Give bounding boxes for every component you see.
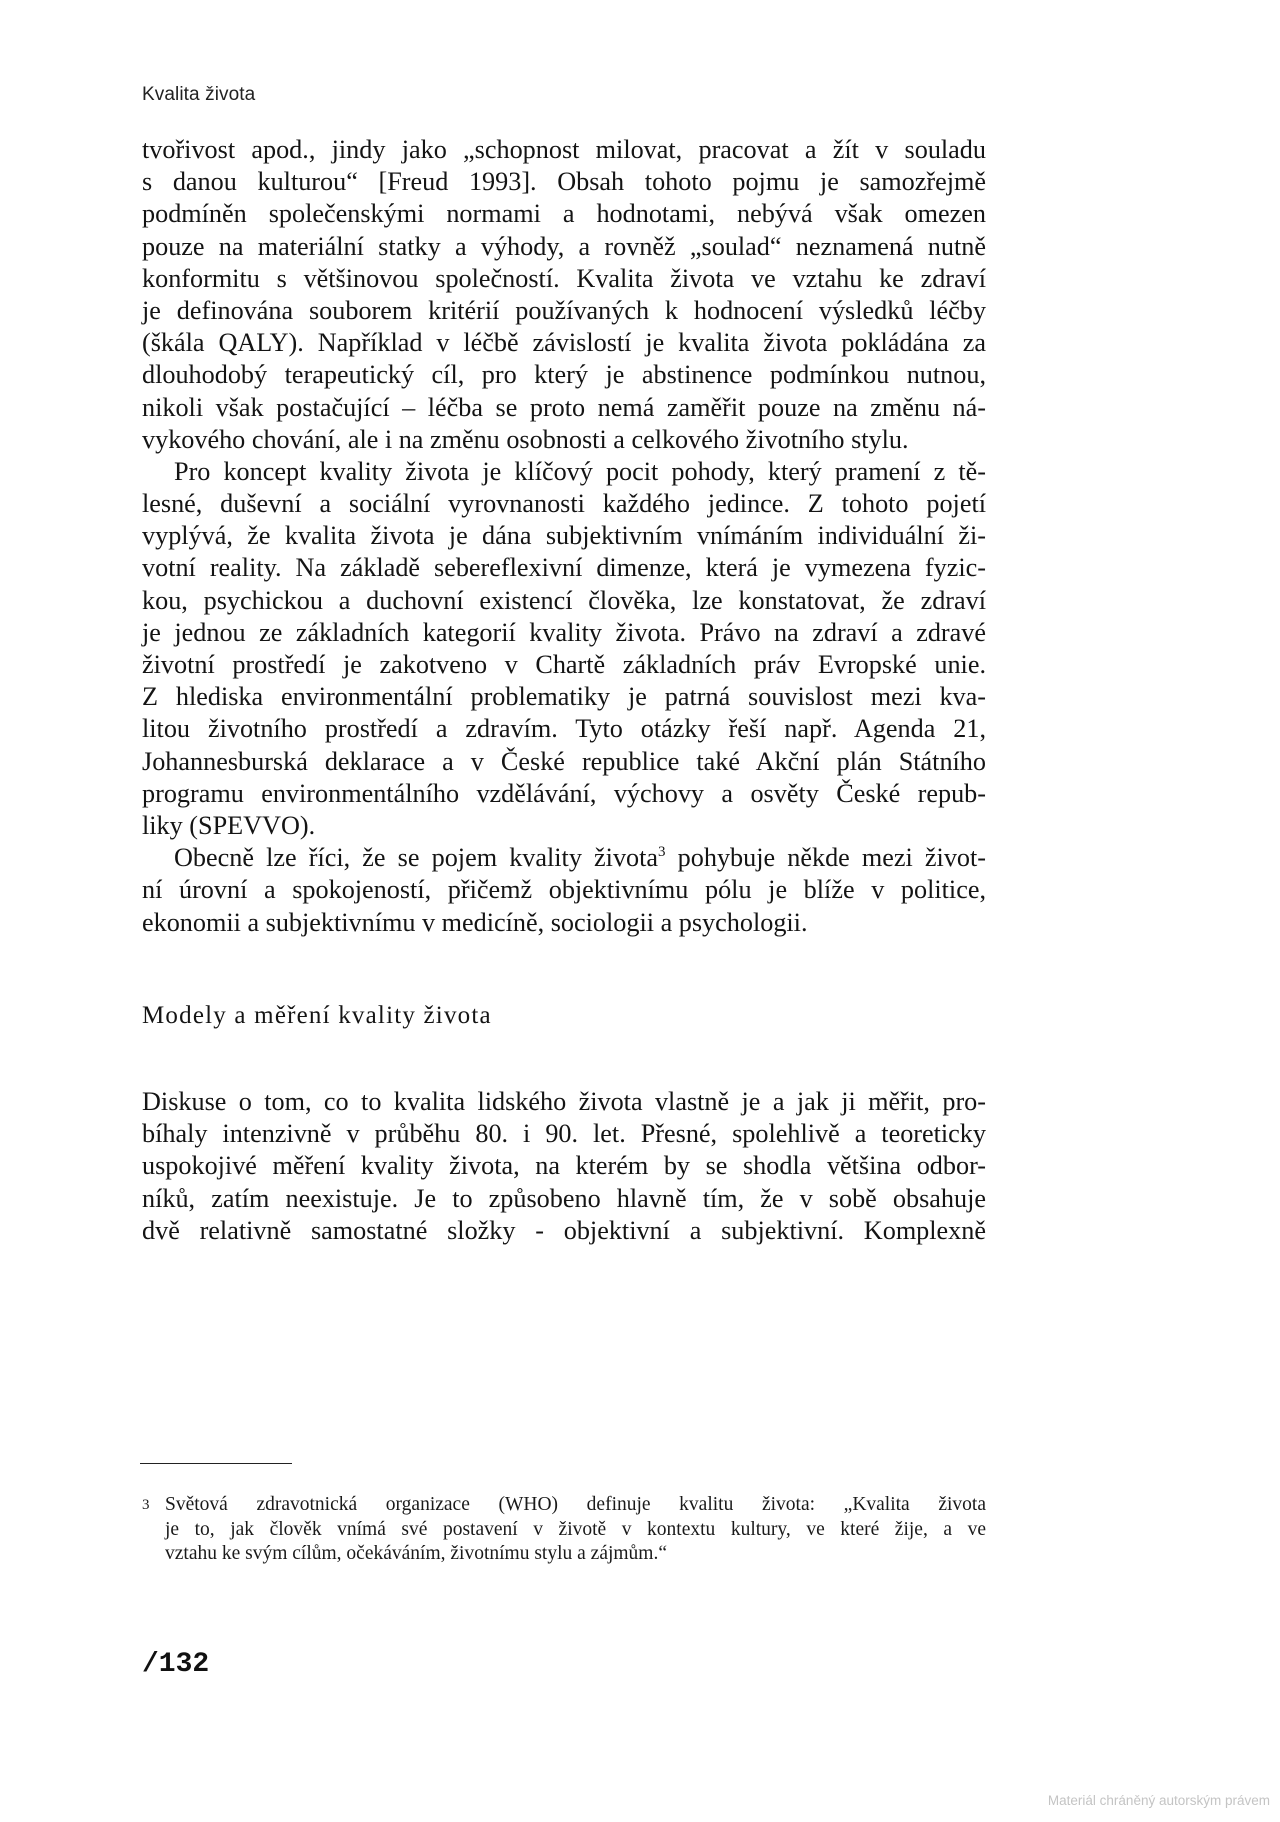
- text-line: ekonomii a subjektivnímu v medicíně, sociologii a psychologii.: [142, 907, 808, 937]
- text-line: kou, psychickou a duchovní existencí člověka, lze konstatovat, že zdraví: [142, 585, 986, 615]
- footnote-text: [165, 1493, 986, 1567]
- text-line: [142, 842, 986, 874]
- text-line: vyplývá, že kvalita života je dána subjektivním vnímáním individuální ži-: [142, 521, 986, 551]
- text-line: litou životního prostředí a zdravím. Tyto otázky řeší např. Agenda 21,: [142, 714, 986, 744]
- footnote-line: je to, jak člověk vnímá své postavení v životě v kontextu kultury, ve které žije, a ve: [165, 1518, 986, 1540]
- text-line: vykového chování, ale i na změnu osobnosti a celkového životního stylu.: [142, 424, 909, 454]
- text-line: Pro koncept kvality života je klíčový pocit pohody, který pramení z tě-: [174, 456, 986, 486]
- text-line: je definována souborem kritérií používaných k hodnocení výsledků léčby: [142, 295, 986, 325]
- footnote-number: 3: [142, 1497, 150, 1513]
- text-line: ní úrovní a spokojeností, přičemž objektivnímu pólu je blíže v politice,: [142, 875, 986, 905]
- text-line: podmíněn společenskými normami a hodnotami, nebývá však omezen: [142, 199, 986, 229]
- running-head: Kvalita života: [142, 84, 256, 105]
- section-heading: Modely a měření kvality života: [142, 1002, 492, 1029]
- text-line: pouze na materiální statky a výhody, a rovněž „soulad“ neznamená nutně: [142, 231, 986, 261]
- text-line: Diskuse o tom, co to kvalita lidského života vlastně je a jak ji měřit, pro-: [142, 1087, 986, 1116]
- text-line: programu environmentálního vzdělávání, výchovy a osvěty České repub-: [142, 778, 986, 808]
- text-line: nikoli však postačující – léčba se proto nemá zaměřit pouze na změnu ná-: [142, 392, 986, 422]
- text-fragment: pohybuje někde mezi život-: [665, 843, 987, 873]
- text-line: (škála QALY). Například v léčbě závislostí je kvalita života pokládána za: [142, 328, 986, 358]
- text-line: životní prostředí je zakotveno v Chartě základních práv Evropské unie.: [142, 650, 986, 679]
- text-line: Johannesburská deklarace a v České republice také Akční plán Státního: [142, 746, 986, 776]
- text-line: Z hlediska environmentální problematiky je patrná souvislost mezi kva-: [142, 682, 986, 712]
- footnote-line: Světová zdravotnická organizace (WHO) definuje kvalitu života: „Kvalita života: [165, 1494, 986, 1515]
- page-number: /132: [142, 1649, 210, 1680]
- text-line: bíhaly intenzivně v průběhu 80. i 90. let. Přesné, spolehlivě a teoreticky: [142, 1119, 986, 1149]
- text-line: níků, zatím neexistuje. Je to způsobeno hlavně tím, že v sobě obsahuje: [142, 1183, 986, 1213]
- text-line: tvořivost apod., jindy jako „schopnost milovat, pracovat a žít v souladu: [142, 135, 986, 164]
- text-line: uspokojivé měření kvality života, na kterém by se shodla většina odbor-: [142, 1151, 986, 1181]
- section-body-text: [142, 1086, 986, 1247]
- text-fragment: Obecně lze říci, že se pojem kvality života: [174, 843, 659, 873]
- footnote-ref[interactable]: 3: [658, 844, 666, 861]
- footnote-line: vztahu ke svým cílům, očekáváním, životnímu stylu a zájmům.“: [165, 1543, 668, 1564]
- text-line: dvě relativně samostatné složky - objektivní a subjektivní. Komplexně: [142, 1215, 986, 1245]
- copyright-watermark: Materiál chráněný autorským právem: [1047, 1793, 1270, 1808]
- text-line: je jednou ze základních kategorií kvality života. Právo na zdraví a zdravé: [142, 617, 986, 647]
- body-text: [142, 134, 986, 939]
- text-line: dlouhodobý terapeutický cíl, pro který je abstinence podmínkou nutnou,: [142, 360, 986, 390]
- footnote-divider: [140, 1463, 292, 1464]
- text-line: lesné, duševní a sociální vyrovnanosti každého jedince. Z tohoto pojetí: [142, 489, 986, 519]
- text-line: konformitu s většinovou společností. Kvalita života ve vztahu ke zdraví: [142, 263, 986, 293]
- text-line: votní reality. Na základě sebereflexivní dimenze, která je vymezena fyzic-: [142, 553, 986, 583]
- footnote: [142, 1493, 986, 1567]
- text-line: liky (SPEVVO).: [142, 810, 316, 840]
- text-line: s danou kulturou“ [Freud 1993]. Obsah tohoto pojmu je samozřejmě: [142, 167, 986, 197]
